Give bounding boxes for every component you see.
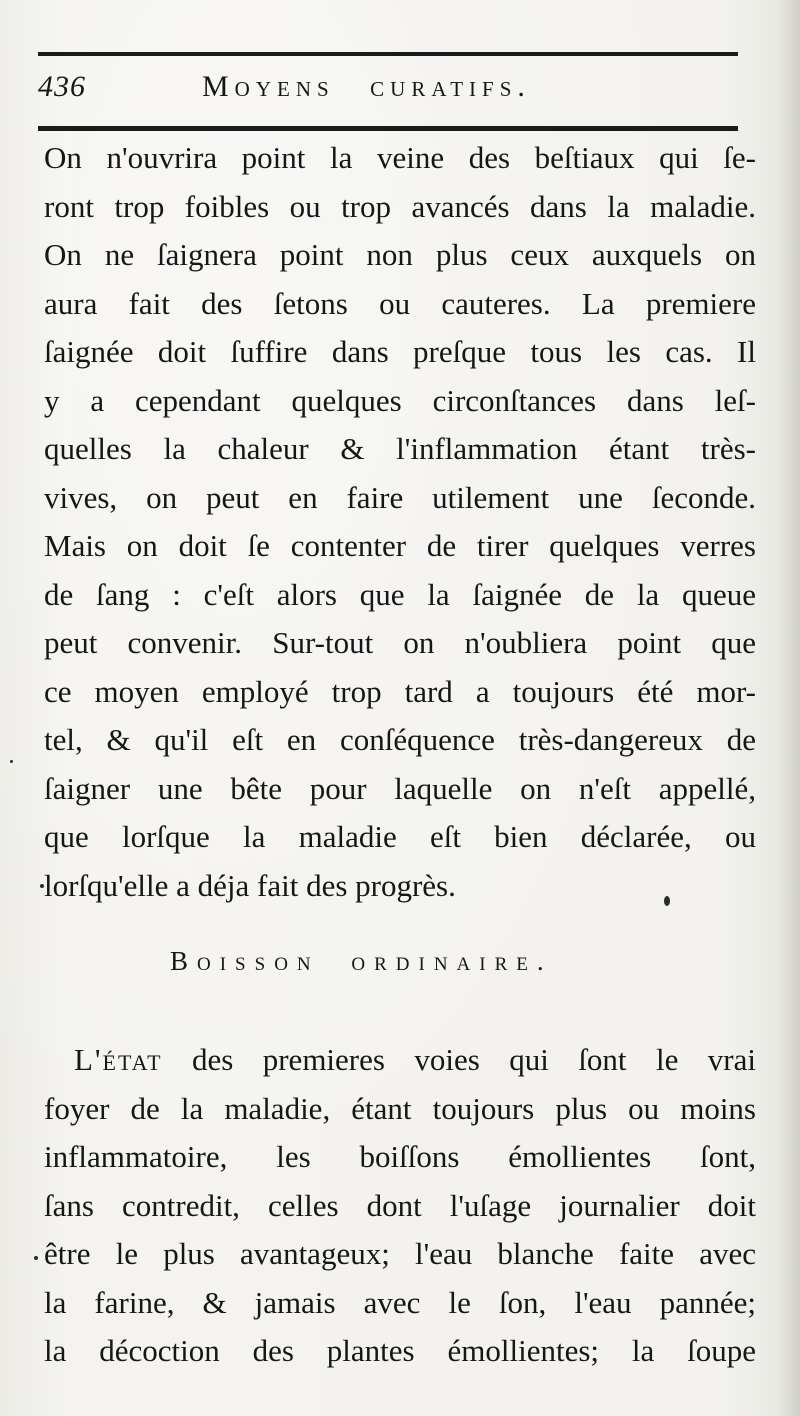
ink-speck bbox=[40, 884, 44, 888]
page-edge-shadow bbox=[778, 0, 800, 1416]
text-line: ſaignée doit ſuffire dans preſque tous les cas. Il bbox=[44, 334, 756, 369]
text-line: ront trop foibles ou trop avancés dans la maladie. bbox=[44, 188, 756, 224]
section-heading: Boisson ordinaire. bbox=[170, 946, 553, 976]
paragraph-ordinary-drink bbox=[44, 1036, 756, 1376]
text-line: On n'ouvrira point la veine des beſtiaux qui ſe- bbox=[44, 140, 756, 175]
text-line: la décoction des plantes émollientes; la ſoupe bbox=[44, 1333, 756, 1368]
header-rule-top bbox=[38, 52, 738, 56]
text-line: y a cependant quelques circonſtances dans leſ- bbox=[44, 382, 756, 418]
text-line: inflammatoire, les boiſſons émollientes ſont, bbox=[44, 1139, 756, 1174]
running-head-title: Moyens curatifs. bbox=[202, 70, 531, 103]
text-line: de ſang : c'eſt alors que la ſaignée de la queue bbox=[44, 576, 756, 612]
running-head bbox=[38, 64, 738, 114]
text-line: foyer de la maladie, étant toujours plus ou moins bbox=[44, 1090, 756, 1126]
text-line: ce moyen employé trop tard a toujours été mor- bbox=[44, 673, 756, 709]
text-line: ſans contredit, celles dont l'uſage journalier doit bbox=[44, 1187, 756, 1223]
ink-speck bbox=[34, 1256, 38, 1260]
text-line: vives, on peut en faire utilement une ſeconde. bbox=[44, 479, 756, 515]
text-line: que lorſque la maladie eſt bien déclarée, ou bbox=[44, 819, 756, 854]
text-line: ſaigner une bête pour laquelle on n'eſt appellé, bbox=[44, 770, 756, 806]
text-line: Mais on doit ſe contenter de tirer quelques verres bbox=[44, 528, 756, 563]
text-line: lorſqu'elle a déja fait des progrès. bbox=[44, 867, 456, 903]
text-line: peut convenir. Sur-tout on n'oubliera point que bbox=[44, 625, 756, 660]
page-number: 436 bbox=[38, 70, 86, 103]
first-line-rest: des premieres voies qui ſont le vrai bbox=[162, 1042, 756, 1077]
text-line-first bbox=[44, 1036, 756, 1085]
text-line: être le plus avantageux; l'eau blanche faite avec bbox=[44, 1236, 756, 1271]
text-line: tel, & qu'il eſt en conſéquence très-dangereux de bbox=[44, 722, 756, 757]
ink-speck bbox=[10, 760, 13, 763]
text-line: On ne ſaignera point non plus ceux auxquels on bbox=[44, 237, 756, 272]
ink-speck bbox=[664, 896, 670, 906]
text-line: quelles la chaleur & l'inflammation étant très- bbox=[44, 431, 756, 466]
text-line: la farine, & jamais avec le ſon, l'eau pannée; bbox=[44, 1284, 756, 1320]
opening-word: L'état bbox=[74, 1042, 163, 1077]
paragraph-bloodletting bbox=[44, 134, 756, 910]
header-rule-bottom bbox=[38, 126, 738, 131]
text-line: aura fait des ſetons ou cauteres. La premiere bbox=[44, 285, 756, 321]
